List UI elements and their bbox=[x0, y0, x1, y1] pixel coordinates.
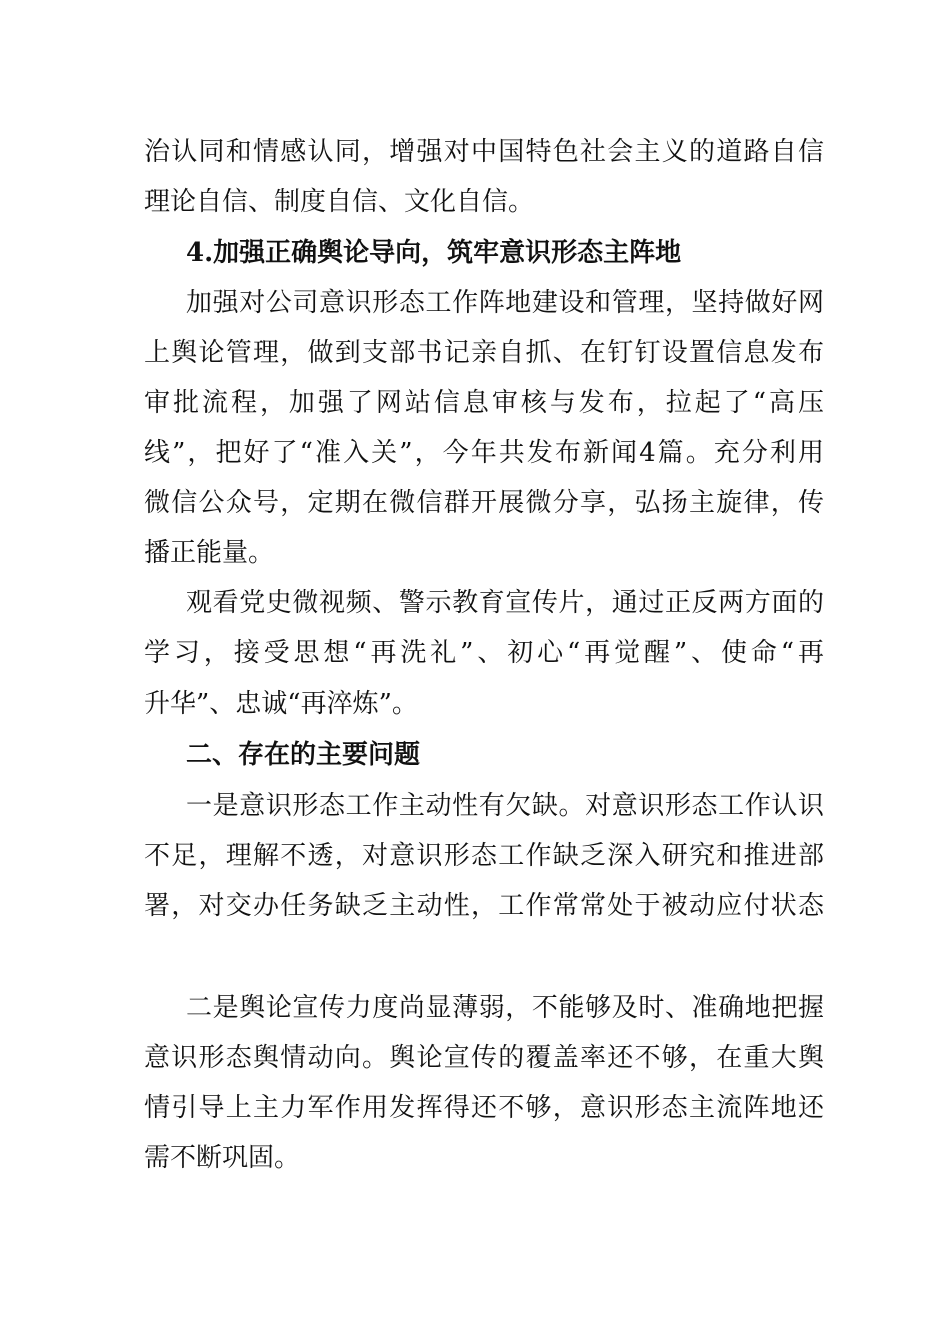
paragraph-line: 线”，把好了“准入关”，今年共发布新闻4篇。充分利用 bbox=[144, 438, 824, 468]
paragraph-line: 情引导上主力军作用发挥得还不够，意识形态主流阵地还 bbox=[144, 1093, 824, 1123]
paragraph-line: 一是意识形态工作主动性有欠缺。对意识形态工作认识 bbox=[186, 791, 824, 821]
paragraph-line: 加强对公司意识形态工作阵地建设和管理，坚持做好网 bbox=[186, 288, 824, 318]
paragraph-line: 审批流程，加强了网站信息审核与发布，拉起了“高压 bbox=[144, 388, 824, 418]
paragraph-line: 学习，接受思想“再洗礼”、初心“再觉醒”、使命“再 bbox=[144, 638, 824, 668]
paragraph-line: 理论自信、制度自信、文化自信。 bbox=[144, 187, 535, 217]
paragraph-line: 升华”、忠诚“再淬炼”。 bbox=[144, 689, 418, 719]
paragraph-line: 二是舆论宣传力度尚显薄弱，不能够及时、准确地把握 bbox=[186, 993, 824, 1023]
paragraph-line: 不足，理解不透，对意识形态工作缺乏深入研究和推进部 bbox=[144, 841, 824, 871]
section-heading-2: 二、存在的主要问题 bbox=[186, 740, 421, 770]
paragraph-line: 上舆论管理，做到支部书记亲自抓、在钉钉设置信息发布 bbox=[144, 338, 824, 368]
paragraph-line: 署，对交办任务缺乏主动性，工作常常处于被动应付状态 bbox=[144, 891, 824, 921]
paragraph-line: 观看党史微视频、警示教育宣传片，通过正反两方面的 bbox=[186, 588, 824, 618]
paragraph-line: 意识形态舆情动向。舆论宣传的覆盖率还不够，在重大舆 bbox=[144, 1043, 824, 1073]
paragraph-line: 需不断巩固。 bbox=[144, 1143, 301, 1173]
section-heading-4: 4.加强正确舆论导向，筑牢意识形态主阵地 bbox=[186, 238, 682, 268]
paragraph-line: 治认同和情感认同，增强对中国特色社会主义的道路自信 bbox=[144, 137, 824, 167]
paragraph-line: 播正能量。 bbox=[144, 538, 275, 568]
paragraph-line: 微信公众号，定期在微信群开展微分享，弘扬主旋律，传 bbox=[144, 488, 824, 518]
